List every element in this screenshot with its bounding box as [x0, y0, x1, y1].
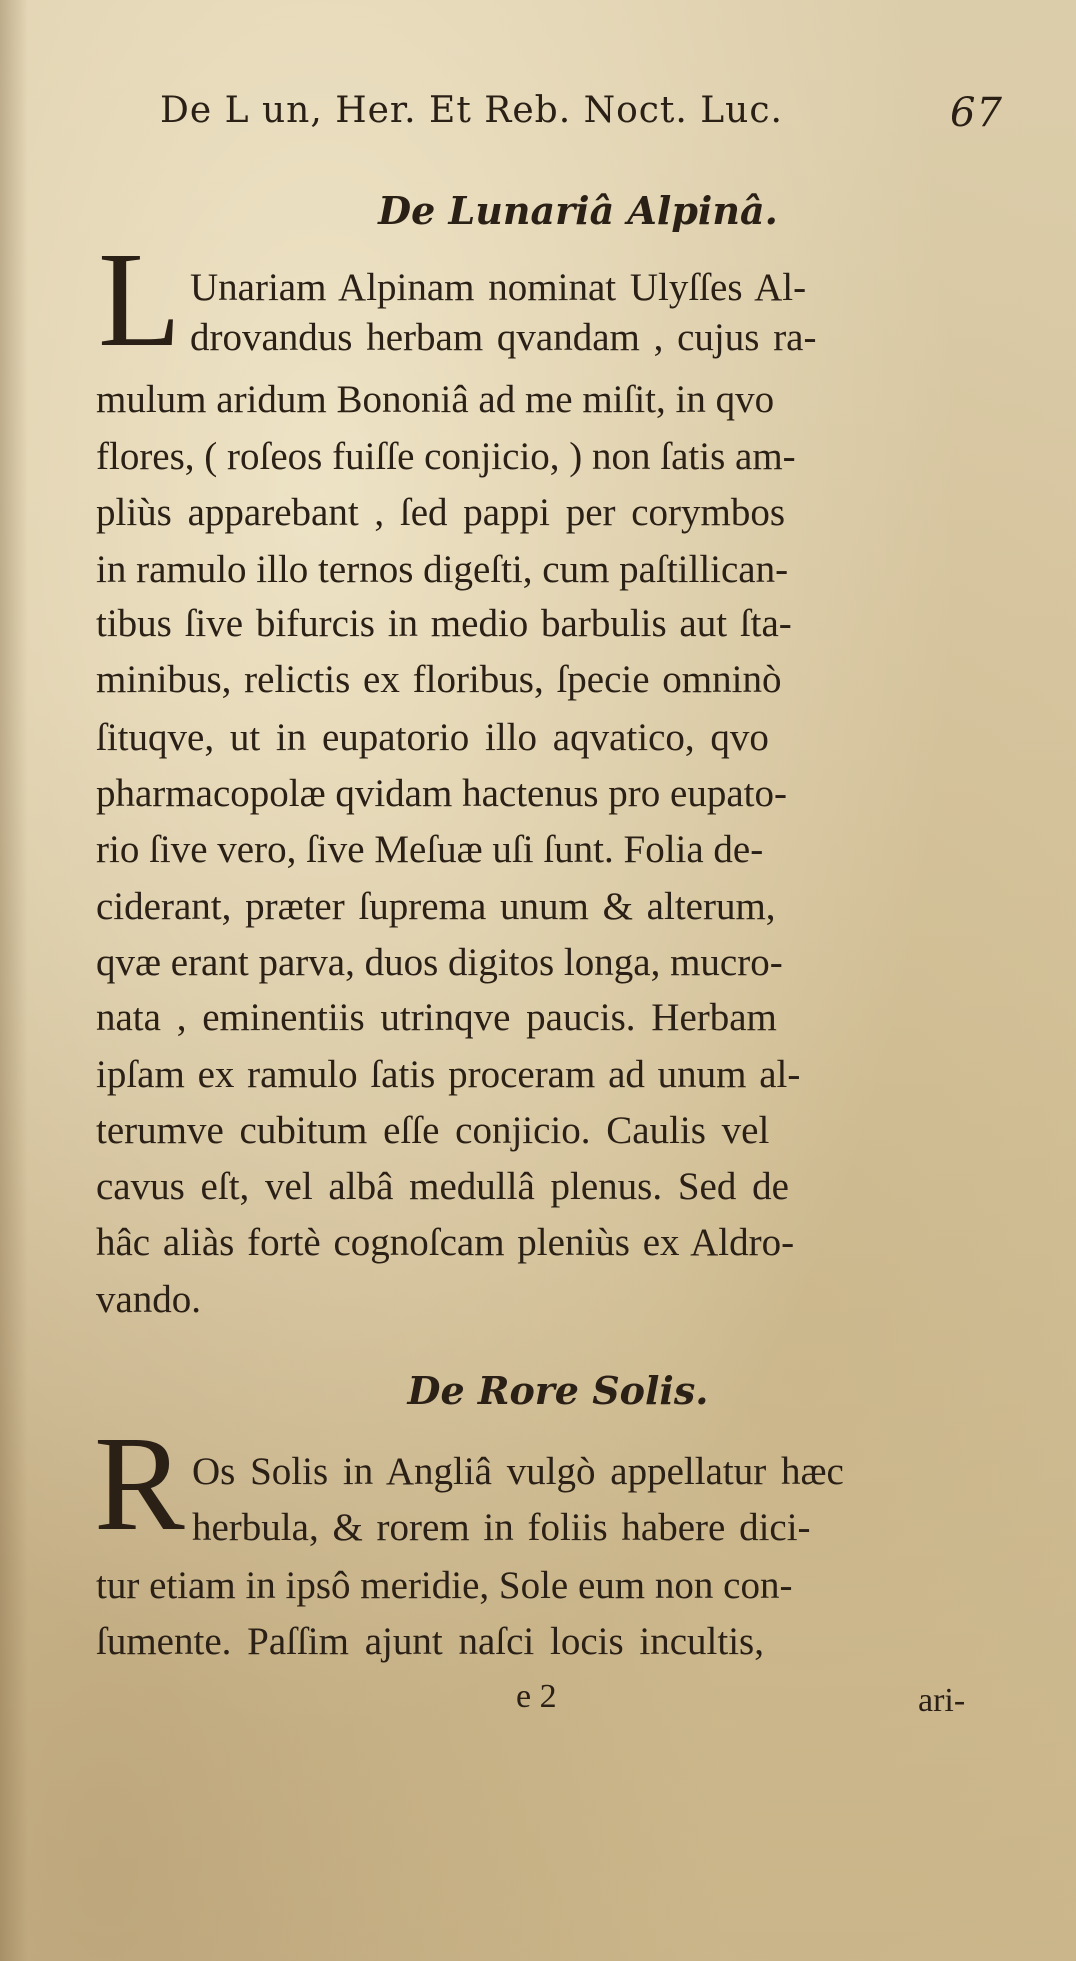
text-line: vando. [96, 1278, 202, 1321]
section-heading-rore-solis: De Rore Solis. [407, 1368, 709, 1413]
section-heading-lunaria: De Lunariâ Alpinâ. [378, 188, 778, 233]
text-line: Os Solis in Angliâ vulgò appellatur hæc [192, 1450, 844, 1493]
text-line: tibus ſive bifurcis in medio barbulis aut ſta- [96, 602, 792, 645]
text-line: nata , eminentiis utrinqve paucis. Herbam [96, 996, 777, 1039]
text-line: in ramulo illo ternos digeſti, cum paſtillican- [96, 548, 789, 591]
text-line: minibus, relictis ex floribus, ſpecie omninò [96, 658, 782, 701]
text-line: mulum aridum Bononiâ ad me miſit, in qvo [96, 378, 775, 421]
text-line: ipſam ex ramulo ſatis proceram ad unum al- [96, 1053, 801, 1096]
text-line: hâc aliàs fortè cognoſcam pleniùs ex Aldro- [96, 1221, 795, 1264]
drop-cap-r: R [94, 1409, 185, 1559]
page-gutter-shadow [0, 0, 28, 1961]
text-line: herbula, & rorem in foliis habere dici- [192, 1506, 811, 1549]
text-line: terumve cubitum eſſe conjicio. Caulis vel [96, 1109, 770, 1152]
text-line: tur etiam in ipsô meridie, Sole eum non con- [96, 1564, 793, 1607]
text-line: pharmacopolæ qvidam hactenus pro eupato- [96, 772, 787, 815]
running-head [160, 90, 1020, 140]
text-line: Unariam Alpinam nominat Ulyſſes Al- [190, 266, 807, 309]
text-line: pliùs apparebant , ſed pappi per corymbos [96, 491, 786, 534]
signature-mark: e 2 [516, 1678, 557, 1715]
text-line: ſumente. Paſſim ajunt naſci locis incultis, [96, 1620, 764, 1663]
running-head-title: De L un, Her. Et Reb. Noct. Luc. [160, 90, 783, 131]
text-line: ciderant, præter ſuprema unum & alterum, [96, 885, 776, 928]
drop-cap-l: L [98, 225, 182, 375]
text-line: drovandus herbam qvandam , cujus ra- [190, 316, 817, 359]
text-line: rio ſive vero, ſive Meſuæ uſi ſunt. Folia de- [96, 828, 764, 871]
text-line: qvæ erant parva, duos digitos longa, mucro- [96, 941, 783, 984]
page-number: 67 [950, 90, 1003, 136]
catchword: ari- [918, 1682, 966, 1719]
text-line: ſituqve, ut in eupatorio illo aqvatico, qvo [96, 716, 769, 759]
text-line: cavus eſt, vel albâ medullâ plenus. Sed de [96, 1165, 789, 1208]
text-line: flores, ( roſeos fuiſſe conjicio, ) non ſatis am- [96, 435, 796, 478]
